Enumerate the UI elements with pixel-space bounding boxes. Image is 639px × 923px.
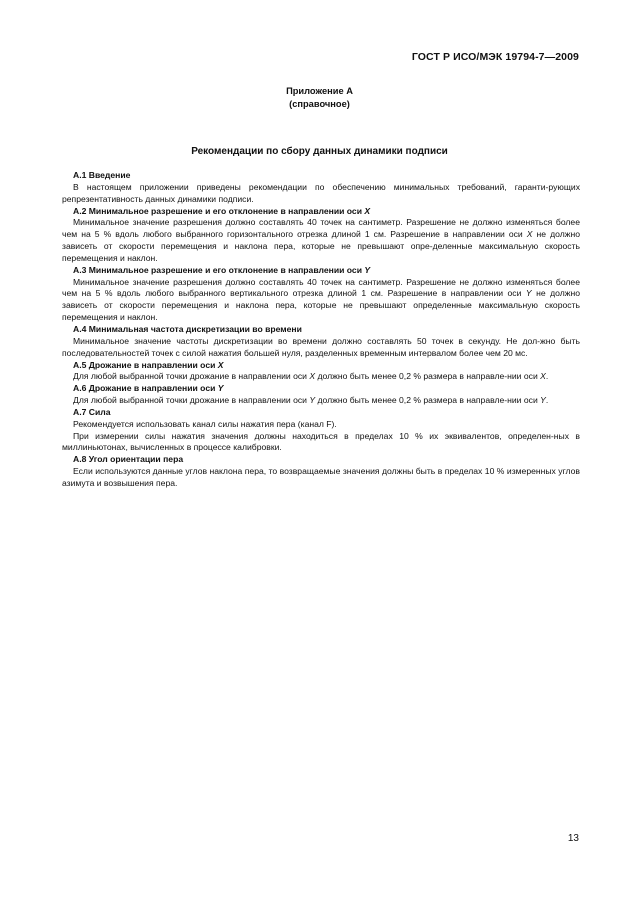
section-heading-a3: А.3 Минимальное разрешение и его отклонение в направлении оси Y <box>73 264 371 275</box>
section-heading-a4: А.4 Минимальная частота дискретизации во времени <box>73 323 302 334</box>
section-text-a7-2: При измерении силы нажатия значения должны находиться в пределах 10 % их эквивалентов, определен-ных в миллиньютонах, вычисленных в процессе калибровки. <box>62 430 580 453</box>
section-text-a8: Если используются данные углов наклона пера, то возвращаемые значения должны быть в пределах 10 % измеренных углов азимута и возвышения пера. <box>62 466 580 488</box>
section-heading-a6: А.6 Дрожание в направлении оси Y <box>73 383 224 394</box>
annex-body <box>62 170 580 490</box>
section-text-a2: Минимальное значение разрешения должно составлять 40 точек на сантиметр. Разрешение не должно изменяться более чем на 5 % вдоль любого выбранного горизонтального отрезка длиной 1 см. Разрешение в направлении оси X не должно зависеть от скорости перемещения и наклона пера, которые не превышают опре-деленные максимальную скорость перемещения и наклон. <box>62 217 580 263</box>
standard-code-header: ГОСТ Р ИСО/МЭК 19794-7—2009 <box>411 51 579 63</box>
section-text-a3: Минимальное значение разрешения должно составлять 40 точек на сантиметр. Разрешение не должно изменяться более чем на 5 % вдоль любого выбранного вертикального отрезка длиной 1 см. Разрешение в направлении оси Y не должно зависеть от скорости перемещения и наклона пера, которые не превышают определенные максимальную скорость перемещения и наклон. <box>62 276 580 323</box>
section-heading-a1: А.1 Введение <box>73 170 131 180</box>
section-text-a1: В настоящем приложении приведены рекомендации по обеспечению минимальных требований, гаранти-рующих репрезентативность данных динамики подписи. <box>62 181 580 204</box>
section-text-a5: Для любой выбранной точки дрожание в направлении оси X должно быть менее 0,2 % размера в направле-нии оси X. <box>73 371 549 382</box>
section-heading-a2: А.2 Минимальное разрешение и его отклонение в направлении оси X <box>73 205 371 216</box>
annex-heading <box>0 85 639 110</box>
section-heading-a8: А.8 Угол ориентации пера <box>73 454 184 465</box>
section-text-a4: Минимальное значение частоты дискретизации во времени должно составлять 50 точек в секунду. Не дол-жно быть последовательностей точек с силой нажатия большей нуля, разделенных временным интервалом более чем 20 мс. <box>62 335 580 358</box>
page-number: 13 <box>567 833 579 844</box>
annex-title: Рекомендации по сбору данных динамики подписи <box>191 146 448 157</box>
annex-label: Приложение А <box>286 86 353 96</box>
section-heading-a5: А.5 Дрожание в направлении оси X <box>73 359 224 370</box>
section-text-a6: Для любой выбранной точки дрожание в направлении оси Y должно быть менее 0,2 % размера в направле-нии оси Y. <box>73 395 549 406</box>
section-text-a7-1: Рекомендуется использовать канал силы нажатия пера (канал F). <box>73 418 337 429</box>
section-heading-a7: А.7 Сила <box>73 406 111 417</box>
annex-type: (справочное) <box>289 98 350 109</box>
